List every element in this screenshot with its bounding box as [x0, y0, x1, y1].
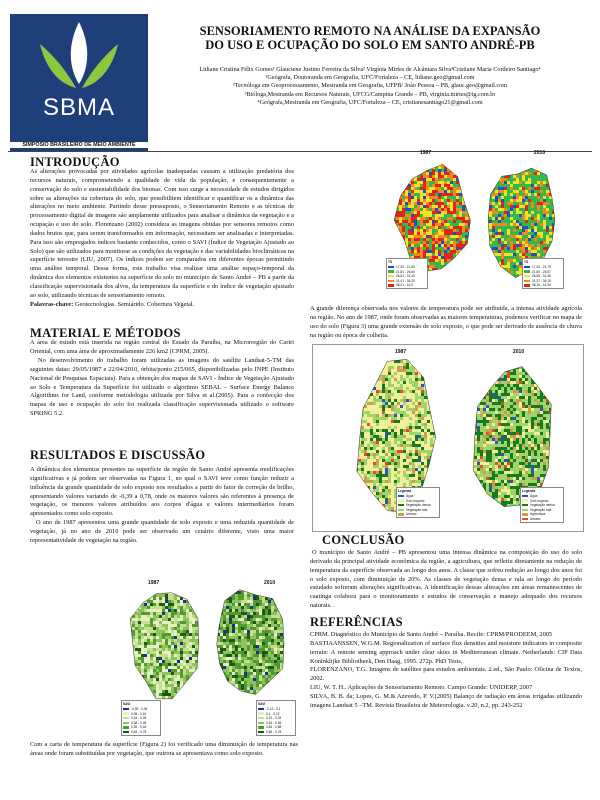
legend-swatch: [522, 495, 528, 498]
legend-swatch: [258, 708, 264, 711]
legend-entry: [398, 494, 438, 498]
savi-year-b: 2010: [264, 580, 276, 586]
legend-swatch: [388, 266, 394, 269]
temp-year-a: 1987: [420, 150, 432, 156]
intro-heading: INTRODUÇÃO: [30, 155, 120, 169]
savi-year-a: 1987: [148, 580, 160, 586]
affiliation-1: ¹Geógrafa, Doutoranda em Geografia, UFC/Fortaleza – CE, lidiane.geo@gmail.com: [265, 74, 475, 82]
savi-legend-2010: [256, 700, 296, 736]
legend-swatch: [398, 504, 404, 507]
legend-entry: [524, 265, 562, 269]
legend-swatch: [123, 731, 129, 734]
savi-map-2010: [202, 578, 298, 716]
legend-entry: [123, 730, 159, 734]
legend-entry: [388, 279, 426, 283]
methods-p1: A área de estudo está inserida na região central do Estado da Paraíba, na Microrregião do Cariri Oriental, com uma área de aproximadamente 226 km2 (CPRM, 2005).: [30, 339, 294, 355]
legend-swatch: [258, 726, 264, 729]
landuse-legend-1987: [396, 487, 440, 518]
legend-entry: [123, 721, 159, 725]
legend-label: 31,41 - 36,20: [396, 278, 415, 283]
legend-entry: [123, 725, 159, 729]
legend-entry: [258, 716, 294, 720]
poster-title: [160, 24, 580, 52]
legend-swatch: [258, 712, 264, 715]
legend-swatch: [398, 509, 404, 512]
legend-label: 0,45 - 0,78: [131, 729, 147, 734]
legend-label: Vegetação densa: [530, 503, 555, 508]
savi-raster-1987: [126, 585, 204, 705]
landuse-year-b: 2010: [513, 349, 525, 355]
legend-swatch: [524, 270, 530, 273]
reference-item: SILVA, B. B. da; Lopes, G. M.& Azevedo, P. V.(2005) Balanço de radiação em áreas irrigadas utilizando imagens Landsat 5 –TM. Revista Brasileira de Meteorologia. v.20, n.2, pp. 243-252: [310, 692, 582, 709]
legend-entry: [524, 279, 562, 283]
legend-entry: [522, 508, 562, 512]
legend-entry: [524, 283, 562, 287]
legend-entry: [522, 512, 562, 516]
legend-entry: [524, 274, 562, 278]
legend-label: -0,39 - 0,06: [131, 707, 148, 711]
legend-swatch: [123, 717, 129, 720]
legend-label: -0,12 - 0,1: [266, 707, 281, 711]
savi-raster-2010: [208, 585, 289, 705]
legend-entry: [398, 499, 438, 503]
conclusion-heading: CONCLUSÃO: [322, 533, 405, 547]
legend-entry: [388, 274, 426, 278]
legend-label: 0,46 - 0,58: [266, 725, 282, 730]
legend-label: 0,16 - 0,26: [131, 716, 147, 721]
legend-label: Agricultura: [530, 512, 546, 517]
legend-label: 0,22 - 0,34: [266, 716, 282, 721]
legend-label: 17,00 - 21,80: [396, 265, 415, 269]
legend-swatch: [123, 726, 129, 729]
legend-swatch: [524, 266, 530, 269]
affiliation-3: ³Bióloga,Mestranda em Recursos Naturais, UFCG/Campina Grande – PB, virginia.mirtes@ig.com.br: [244, 90, 496, 98]
legend-swatch: [522, 513, 528, 516]
legend-entry: [522, 517, 562, 521]
legend-entry: [388, 283, 426, 287]
legend-entry: [524, 270, 562, 274]
logo: [10, 14, 148, 152]
legend-entry: [398, 512, 438, 516]
legend-label: Água: [406, 494, 414, 498]
intro-body: As alterações provocadas por atividades agrícolas inadequadas causam a utilização predatória dos recursos naturais, comprometendo a qualidade de vida da população, e consequentemente a conservação do solo e sustentabilidade dos biomas. Com isso surge a necessidade de estudos dirigidos sobre as alterações na cobertura do solo, que possibilitem identificar e quantificar os a dinâmica das alterações no meio ambiente. Partindo desse pressuposto, o Sensoriamento Remoto e as técnicas de processamento digital de imagens são amplamente utilizados para analisar a dinâmica da vegetação e a ocupação e uso do solo. Florenzano (2002) considera as imagens obtidas por sensores remotos como dados brutos que, para serem transformados em informação, necessitam ser analisadas e interpretadas. Para isso são empregados índices bastante conhecidos, como o SAVI (Índice de Vegetação Ajustado ao Solo) que são utilizados para monitorar as condições da vegetação e das variabilidades bioclimáticas na superfície terrestre (LIU, 2007). Os índices podem ser comparados em diferentes épocas permitindo uma análise temporal. Dessa forma, este trabalho visa realizar uma análise espaço-temporal da dinâmica dos elementos existentes na superfície do solo no município de Santo André – PB a partir da classificação supervisionada dos alvos, da temperatura da superfície e do índice de vegetação ajustado ao solo, utilizando técnicas de sensoriamento remoto.: [30, 168, 294, 299]
legend-label: Urbano: [406, 512, 417, 517]
legend-entry: [258, 730, 294, 734]
legend-label: 36,21 - 41,0: [396, 283, 414, 288]
legend-label: 0,35 - 0,45: [131, 725, 147, 730]
legend-swatch: [522, 499, 528, 502]
legend-title: TS: [524, 260, 529, 264]
legend-label: 26,61 - 31,40: [396, 274, 415, 279]
legend-entry: [522, 503, 562, 507]
legend-swatch: [123, 712, 129, 715]
legend-title: Legenda: [398, 489, 412, 493]
legend-swatch: [398, 513, 404, 516]
landuse-year-a: 1987: [395, 349, 407, 355]
keywords-label: Palavras-chave:: [30, 300, 74, 308]
methods-p2: No desenvolvimento do trabalho foram utilizadas as imagens do satélite Landsat-5-TM das seguintes datas: 29/05/1987 e 22/04/2010, órbita/ponto 215/065, disponibilizadas pelo INPE (Instituto Nacional de Pesquisas Espaciais). Para a obtenção dos mapas de SAVI - Índice de Vegetação Ajustado ao Solo e Temperatura da Superfície foi utilizado o algoritmo SEBAL – Surface Energy Balance Algorithms for Land, conforme metodologia utilizada por Silva et al.(2005). Para a confecção dos mapas de uso e ocupação do solo foi realizada classificação supervisionada utilizado o software SPRING 5.2.: [30, 357, 294, 418]
legend-label: 0,34 - 0,46: [266, 720, 282, 725]
legend-swatch: [398, 495, 404, 498]
legend-label: Água: [530, 494, 538, 498]
references-list: [310, 631, 582, 711]
legend-swatch: [524, 280, 530, 283]
references-heading: REFERÊNCIAS: [310, 615, 403, 629]
figure-1-caption: Com a carta de temperatura da superfície (Figura 2) foi verificado uma diminuição de temperatura nas áreas onde foram substituídas por vegetação, que outrora se apresentava como solo exposto.: [30, 741, 298, 757]
logo-drops-icon: [10, 14, 148, 94]
temp-legend-2010: [522, 258, 564, 289]
legend-swatch: [524, 284, 530, 287]
legend-label: Vegetação rala: [406, 507, 428, 512]
legend-title: SAVI: [123, 702, 131, 706]
legend-entry: [522, 499, 562, 503]
legend-label: Vegetação densa: [406, 503, 431, 508]
legend-label: 17,00 - 21,79: [532, 265, 551, 269]
results-heading: RESULTADOS E DISCUSSÃO: [30, 448, 206, 462]
legend-entry: [388, 265, 426, 269]
affiliation-4: ⁴Geógrafa,Mestranda em Geografia, UFC/Fortaleza – CE, cristianesantiago21@gmail.com: [257, 98, 483, 106]
legend-entry: [398, 508, 438, 512]
legend-label: 36,16 - 41,94: [532, 283, 551, 288]
legend-entry: [258, 721, 294, 725]
savi-legend-1987: [121, 700, 161, 736]
results-p1: A dinâmica dos elementos presentes na superfície da região de Santo André apresenta modificações significativas e já podem ser observadas na Figura 1, no qual o SAVI teve como função reduzir a influência da grande quantidade de solo exposto nos resultados a partir do fator de correção de brilho, apresentando valores variando de -0,39 a 0,78, onde os maiores valores são referentes à presença de vegetação, os menores valores atribuídos aos corpos d'água e valores intermediários foram apresentados como solo exposto.: [30, 466, 294, 518]
legend-swatch: [388, 275, 394, 278]
legend-entry: [258, 707, 294, 711]
title-line-2: DO USO E OCUPAÇÃO DO SOLO EM SANTO ANDRÉ-PB: [205, 38, 535, 52]
authors-block: [160, 66, 580, 107]
legend-label: 0,26 - 0,35: [131, 720, 147, 725]
legend-label: 0,06 - 0,16: [131, 711, 147, 716]
legend-entry: [522, 494, 562, 498]
reference-item: CPRM. Diagnóstico do Município de Santo André – Paraíba. Recife: CPRM/PRODEEM, 2005: [310, 631, 553, 638]
legend-swatch: [388, 284, 394, 287]
intro-text: [30, 168, 294, 310]
legend-swatch: [388, 270, 394, 273]
savi-map-1987: [120, 578, 204, 716]
figure-2-caption: A grande diferença observada nos valores de temperatura pode ser atribuída, a intensa atividade agrícola na região. No ano de 1987, onde foram observadas as maiores temperaturas, podemos verificar no mapa de uso do solo (Figura 3) uma grande extensão de solo exposto, o que pode ser derivado de ausência de chuva na região ou época de colheita.: [310, 305, 582, 339]
temp-year-b: 2010: [534, 150, 546, 156]
methods-heading: MATERIAL E MÉTODOS: [30, 326, 181, 340]
legend-label: 21,80 - 26,57: [532, 269, 551, 274]
legend-label: 0,1 - 0,22: [266, 711, 280, 716]
affiliation-2: ²Tecnóloga em Geoprocessamento, Mestranda em Geografia, UFPB/ João Pessoa – PB, glauc.geo@gmail.com: [232, 82, 508, 90]
keywords: Geotecnologias. Semiárido. Cobertura Vegetal.: [74, 300, 195, 308]
conclusion-text: O município de Santo André – PB apresentou uma intensa dinâmica na composição do uso do solo derivado da principal atividade econômica da região, a agricultura, que refletiu diretamente na redução de temperatura da superfície observada ao longo dos anos. A classe que sofreu redução ao longo dos anos foi o solo exposto, com diminuição de 20%. As classes de vegetação densa e rala ao longo do período estudado sofreram alterações significativas. A identificação dessas alterações em áreas remanescentes de caatinga colabora para o monitoramento e estudos de conservação e manejo adequado dos recursos naturais. .: [310, 549, 582, 610]
legend-title: SAVI: [258, 702, 266, 706]
legend-label: 0,58 - 0,78: [266, 729, 282, 734]
logo-subtitle: SIMPÓSIO BRASILEIRO DE MEIO AMBIENTE: [8, 142, 150, 148]
legend-entry: [398, 503, 438, 507]
legend-swatch: [258, 731, 264, 734]
legend-swatch: [388, 280, 394, 283]
landuse-legend-2010: [520, 487, 564, 523]
legend-label: 31,37 - 36,15: [532, 278, 551, 283]
legend-swatch: [258, 717, 264, 720]
legend-swatch: [123, 708, 129, 711]
legend-label: 26,58 - 31,36: [532, 274, 551, 279]
legend-entry: [388, 270, 426, 274]
results-p2: O ano de 1987 apresentou uma grande quantidade de solo exposto e uma reduzida quantidade de vegetação, já no ano de 2010 pode ser observado um cenário diferente, visto uma maior representatividade de vegetação na região.: [30, 519, 294, 544]
legend-entry: [258, 712, 294, 716]
reference-item: FLORENZANO, T.G. Imagens de satélites para estudos ambientais. 2.ed., São Paulo: Oficina de Textos, 2002.: [310, 666, 582, 683]
legend-swatch: [522, 504, 528, 507]
legend-swatch: [258, 722, 264, 725]
legend-swatch: [398, 499, 404, 502]
legend-entry: [258, 725, 294, 729]
title-line-1: SENSORIAMENTO REMOTO NA ANÁLISE DA EXPANSÃO: [199, 24, 541, 38]
legend-swatch: [522, 518, 528, 521]
legend-swatch: [524, 275, 530, 278]
temp-legend-1987: [386, 258, 428, 289]
legend-entry: [123, 712, 159, 716]
legend-title: TS: [388, 260, 393, 264]
legend-label: Solo exposto: [406, 498, 425, 503]
authors: Lidiane Cristina Félix Gomes¹ Glauciene Justino Ferreira da Silva² Virgínia Mirtes de Alcântara Silva³Cristiane Maria Cordeiro Santiago⁴: [199, 66, 541, 73]
legend-entry: [123, 716, 159, 720]
legend-label: Urbano: [530, 516, 541, 521]
legend-entry: [123, 707, 159, 711]
reference-item: LIU, W. T. H.. Aplicações de Sensoriamento Remoto. Campo Grande: UNIDERP, 2007: [310, 684, 533, 692]
legend-label: Vegetação rala: [530, 507, 552, 512]
legend-swatch: [522, 509, 528, 512]
legend-label: Solo exposto: [530, 498, 549, 503]
legend-swatch: [123, 722, 129, 725]
logo-text: SBMA: [42, 94, 115, 121]
legend-label: 21,81 - 26,60: [396, 269, 415, 274]
reference-item: BASTIAANSSEN, W.G.M. Regionalization of surface flux densities and moisture indicators in composite terrain: A remote sensing approach under clear skies in Mediterranean climate. Netherlands: CIP Data Koninklijke Bibliotheek, Den Haag, 1995. 272p. PhD Tesis.: [310, 639, 582, 665]
legend-title: Legenda: [522, 489, 536, 493]
